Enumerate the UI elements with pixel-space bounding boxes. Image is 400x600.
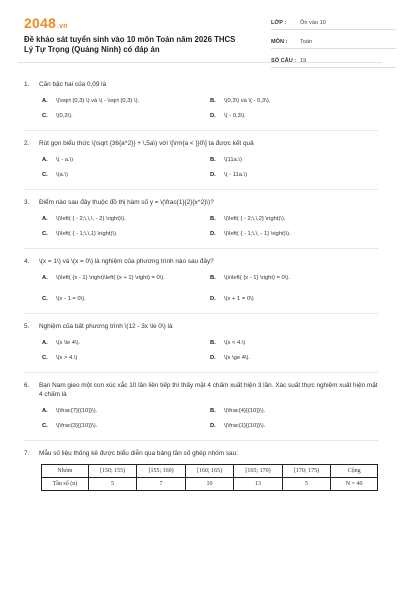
table-header-cell: [160; 165)	[185, 465, 233, 478]
meta-row-count	[271, 54, 396, 68]
option-b[interactable]: B. \(\left( { - 2;\,\,2} \right)\).	[210, 216, 286, 222]
question-7	[24, 449, 378, 491]
option-d[interactable]: D. \(x + 1 = 0\)	[210, 296, 254, 302]
meta-row-subject	[271, 35, 396, 49]
meta-value: Ôn vào 10	[300, 19, 326, 26]
option-d[interactable]: D. \(\left( { - 1;\,\, - 1} \right)\).	[210, 231, 291, 237]
option-c[interactable]: C. \(x > 4.\)	[42, 355, 78, 361]
table-cell: 7	[137, 478, 185, 491]
option-c[interactable]: C. \(0,3\).	[42, 113, 73, 119]
table-row	[42, 465, 378, 478]
option-d[interactable]: D. \(x \ge 4\).	[210, 355, 251, 361]
exam-meta	[271, 16, 396, 73]
header	[18, 0, 382, 63]
table-header-cell: Cộng	[331, 465, 378, 478]
table-header-cell: [170; 175)	[282, 465, 330, 478]
option-b[interactable]: B. \(\frac{4}{{10}}\).	[210, 408, 266, 414]
question-text: Rút gọn biểu thức \(\sqrt {36{a^2}} + \,5a\) với \[\rm{a < }}0\] ta được kết quả	[39, 140, 254, 147]
table-cell: N = 40	[331, 478, 378, 491]
option-d[interactable]: D. \( - 0,3\).	[210, 113, 246, 119]
question-text: Mẫu số liệu thống kê được biểu diễn qua bảng tần số ghép nhóm sau:	[39, 450, 238, 457]
question-divider	[24, 372, 378, 373]
question-number: 1.	[24, 81, 30, 88]
table-header-cell: [155; 160)	[137, 465, 185, 478]
option-d[interactable]: D. \( - 11a.\)	[210, 172, 248, 178]
table-header-cell: [165; 170)	[234, 465, 282, 478]
meta-value: Toán	[300, 38, 313, 45]
question-number: 6.	[24, 382, 30, 389]
question-text: Căn bậc hai của 0,09 là	[39, 81, 107, 88]
meta-label: MÔN :	[271, 38, 288, 45]
option-c[interactable]: C. \(\frac{3}{{10}}\).	[42, 423, 98, 429]
table-cell: 5	[282, 478, 330, 491]
question-divider	[24, 189, 378, 190]
table-cell: Tần số (n)	[42, 478, 89, 491]
option-c[interactable]: C. \(\left( { - 1;\,\,1} \right)\).	[42, 231, 118, 237]
question-number: 5.	[24, 323, 30, 330]
option-b[interactable]: B. \(x < 4.\)	[210, 340, 246, 346]
option-b[interactable]: B. \(0,3\) và \( - 0,3\).	[210, 98, 271, 104]
table-cell: 13	[234, 478, 282, 491]
option-a[interactable]: A. \(\frac{7}{{10}}\).	[42, 408, 98, 414]
option-a[interactable]: A. \( - a.\)	[42, 157, 74, 163]
option-a[interactable]: A. \(\left( { - 2;\,\,\, - 2} \right)\).	[42, 216, 126, 222]
question-divider	[24, 130, 378, 131]
question-divider	[24, 440, 378, 441]
meta-value: 19	[300, 57, 307, 64]
question-text: Nghiệm của bất phương trình \(12 - 3x \le 0\) là	[39, 323, 173, 330]
site-logo[interactable]	[24, 15, 68, 31]
logo-brand: 2048	[24, 15, 56, 31]
table-row	[42, 478, 378, 491]
table-header-cell: Nhóm	[42, 465, 89, 478]
meta-label: SỐ CÂU :	[271, 57, 297, 64]
question-4	[24, 257, 378, 314]
question-2	[24, 139, 378, 190]
meta-row-class	[271, 16, 396, 30]
question-1	[24, 80, 378, 131]
option-b[interactable]: B. \(11a.\)	[210, 157, 242, 163]
option-b[interactable]: B. \(x\left( {x - 1} \right) = 0\).	[210, 275, 290, 281]
option-d[interactable]: D. \(\frac{1}{{10}}\).	[210, 423, 266, 429]
question-text: Điểm nào sau đây thuộc đồ thị hàm số y = \(\frac{1}{2}{x^2}\)?	[39, 199, 214, 206]
question-5	[24, 322, 378, 373]
logo-suffix: .vn	[56, 23, 68, 30]
meta-label: LỚP :	[271, 19, 287, 26]
table-cell: 5	[88, 478, 136, 491]
option-a[interactable]: A. \(x \le 4\).	[42, 340, 81, 346]
question-3	[24, 198, 378, 249]
question-text: Bạn Nam gieo một con xúc xắc 10 lần liên tiếp thì thấy mặt 4 chấm xuất hiện 3 lần. Xác suất thực nghiệm xuất hiện mặt 4 chấm là	[39, 382, 378, 398]
frequency-table	[41, 464, 378, 491]
table-cell: 10	[185, 478, 233, 491]
question-divider	[24, 248, 378, 249]
option-c[interactable]: C. \(x - 1 = 0\).	[42, 296, 86, 302]
question-6	[24, 381, 378, 441]
option-a[interactable]: A. \(\left( {x - 1} \right)\left( {x + 1} \right) = 0\).	[42, 275, 165, 281]
exam-title: Đề khảo sát tuyển sinh vào 10 môn Toán năm 2026 THCS Lý Tự Trọng (Quảng Ninh) có đáp án	[24, 35, 236, 54]
option-c[interactable]: C. \(a.\)	[42, 172, 68, 178]
table-header-cell: [150; 155)	[88, 465, 136, 478]
option-a[interactable]: A. \(\sqrt {0,3} \) và \( - \sqrt {0,3} \).	[42, 98, 140, 104]
question-number: 2.	[24, 140, 30, 147]
question-number: 7.	[24, 450, 30, 457]
question-text: \(x = 1\) và \(x = 0\) là nghiệm của phương trình nào sau đây?	[39, 258, 214, 265]
question-divider	[24, 313, 378, 314]
question-number: 3.	[24, 199, 30, 206]
question-number: 4.	[24, 258, 30, 265]
